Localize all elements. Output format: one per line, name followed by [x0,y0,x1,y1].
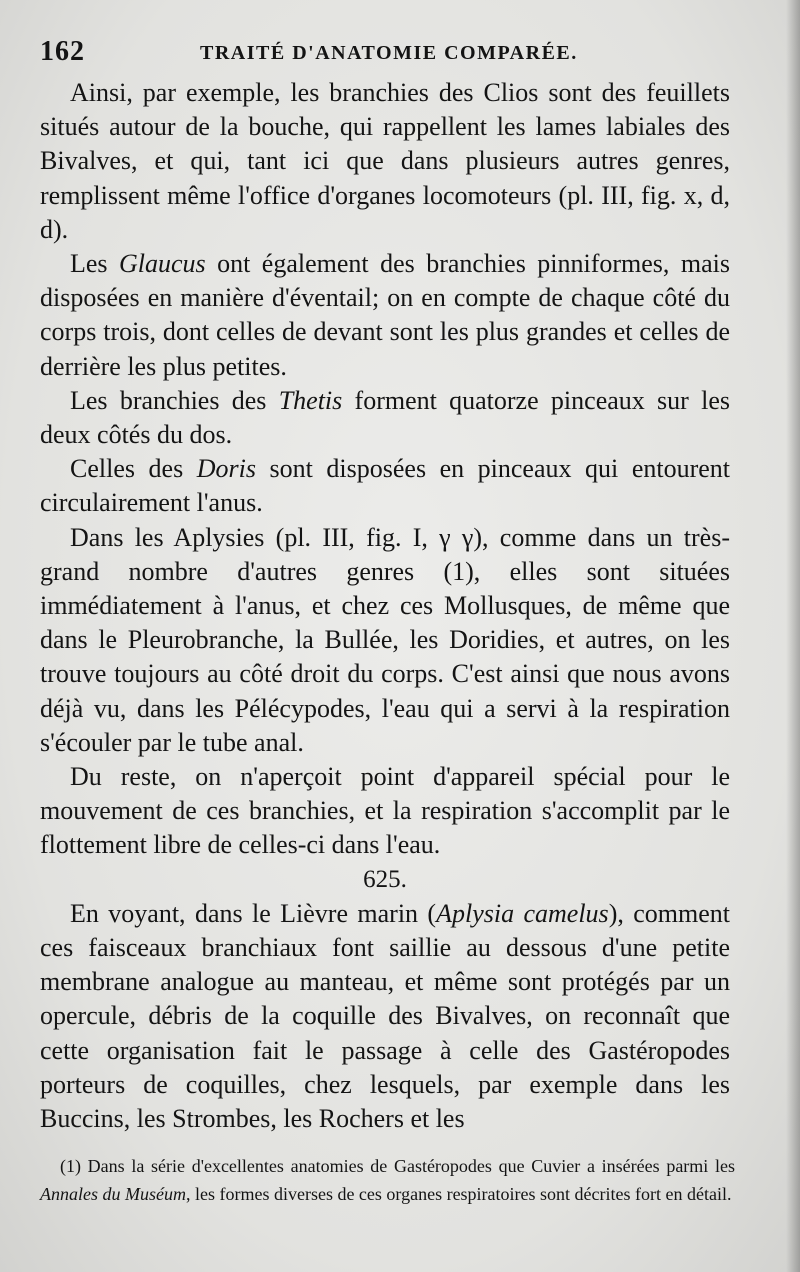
paragraph-thetis: Les branchies des Thetis forment quatorze pinceaux sur les deux côtés du dos. [40,385,730,450]
journal-title: Annales du Muséum [40,1184,186,1204]
footnote-text: (1) Dans la série d'excellentes anatomies de Gastéropodes que Cuvier a insérées parmi les Annales du Muséum, les formes diverses de ces organes respiratoires sont décrites fort en détail. [40,1156,735,1204]
paragraph-mouvement: Du reste, on n'aperçoit point d'appareil spécial pour le mouvement de ces branchies, et la respiration s'accomplit par le flottement libre de celles-ci dans l'eau. [40,762,730,860]
genus-name: Doris [196,454,256,484]
paragraph-aplysies: Dans les Aplysies (pl. III, fig. I, γ γ), comme dans un très-grand nombre d'autres genres (1), elles sont situées immédiatement à l'anus, et chez ces Mollusques, de même que dans le Pleurobranche, la Bullée, les Doridies, et autres, on les trouve toujours au côté droit du corps. C'est ainsi que nous avons déjà vu, dans les Pélécypodes, l'eau qui a servi à la respiration s'écouler par le tube anal. [40,522,730,757]
paragraph-lievre-marin: En voyant, dans le Lièvre marin (Aplysia camelus), comment ces faisceaux branchiaux font saillie au dessous d'une petite membrane analogue au manteau, et même sont protégés par un opercule, débris de la coquille des Bivalves, on reconnaît que cette organisation fait le passage à celle des Gastéropodes porteurs de coquilles, chez lesquels, par exemple dans les Buccins, les Strombes, les Rochers et les [40,898,730,1134]
main-text [40,76,730,1136]
genus-name: Thetis [278,385,343,415]
running-title: TRAITÉ D'ANATOMIE COMPARÉE. [200,42,578,64]
footnote [40,1152,735,1208]
page-edge-shadow [786,0,800,1272]
page-number: 162 [40,36,85,67]
section-number: 625. [363,865,407,893]
genus-name: Glaucus [119,249,206,279]
paragraph-glaucus: Les Glaucus ont également des branchies pinniformes, mais disposées en manière d'éventail; on en compte de chaque côté du corps trois, dont celles de devant sont les plus grandes et celles de derrière les plus petites. [40,249,730,381]
page-header [40,36,760,68]
paragraph-clios: Ainsi, par exemple, les branchies des Clios sont des feuillets situés autour de la bouche, qui rappellent les lames labiales des Bivalves, et qui, tant ici que dans plusieurs autres genres, remplissent même l'office d'organes locomoteurs (pl. III, fig. x, d, d). [40,78,730,244]
paragraph-doris: Celles des Doris sont disposées en pinceaux qui entourent circulairement l'anus. [40,454,730,518]
species-name: Aplysia camelus [436,898,609,928]
